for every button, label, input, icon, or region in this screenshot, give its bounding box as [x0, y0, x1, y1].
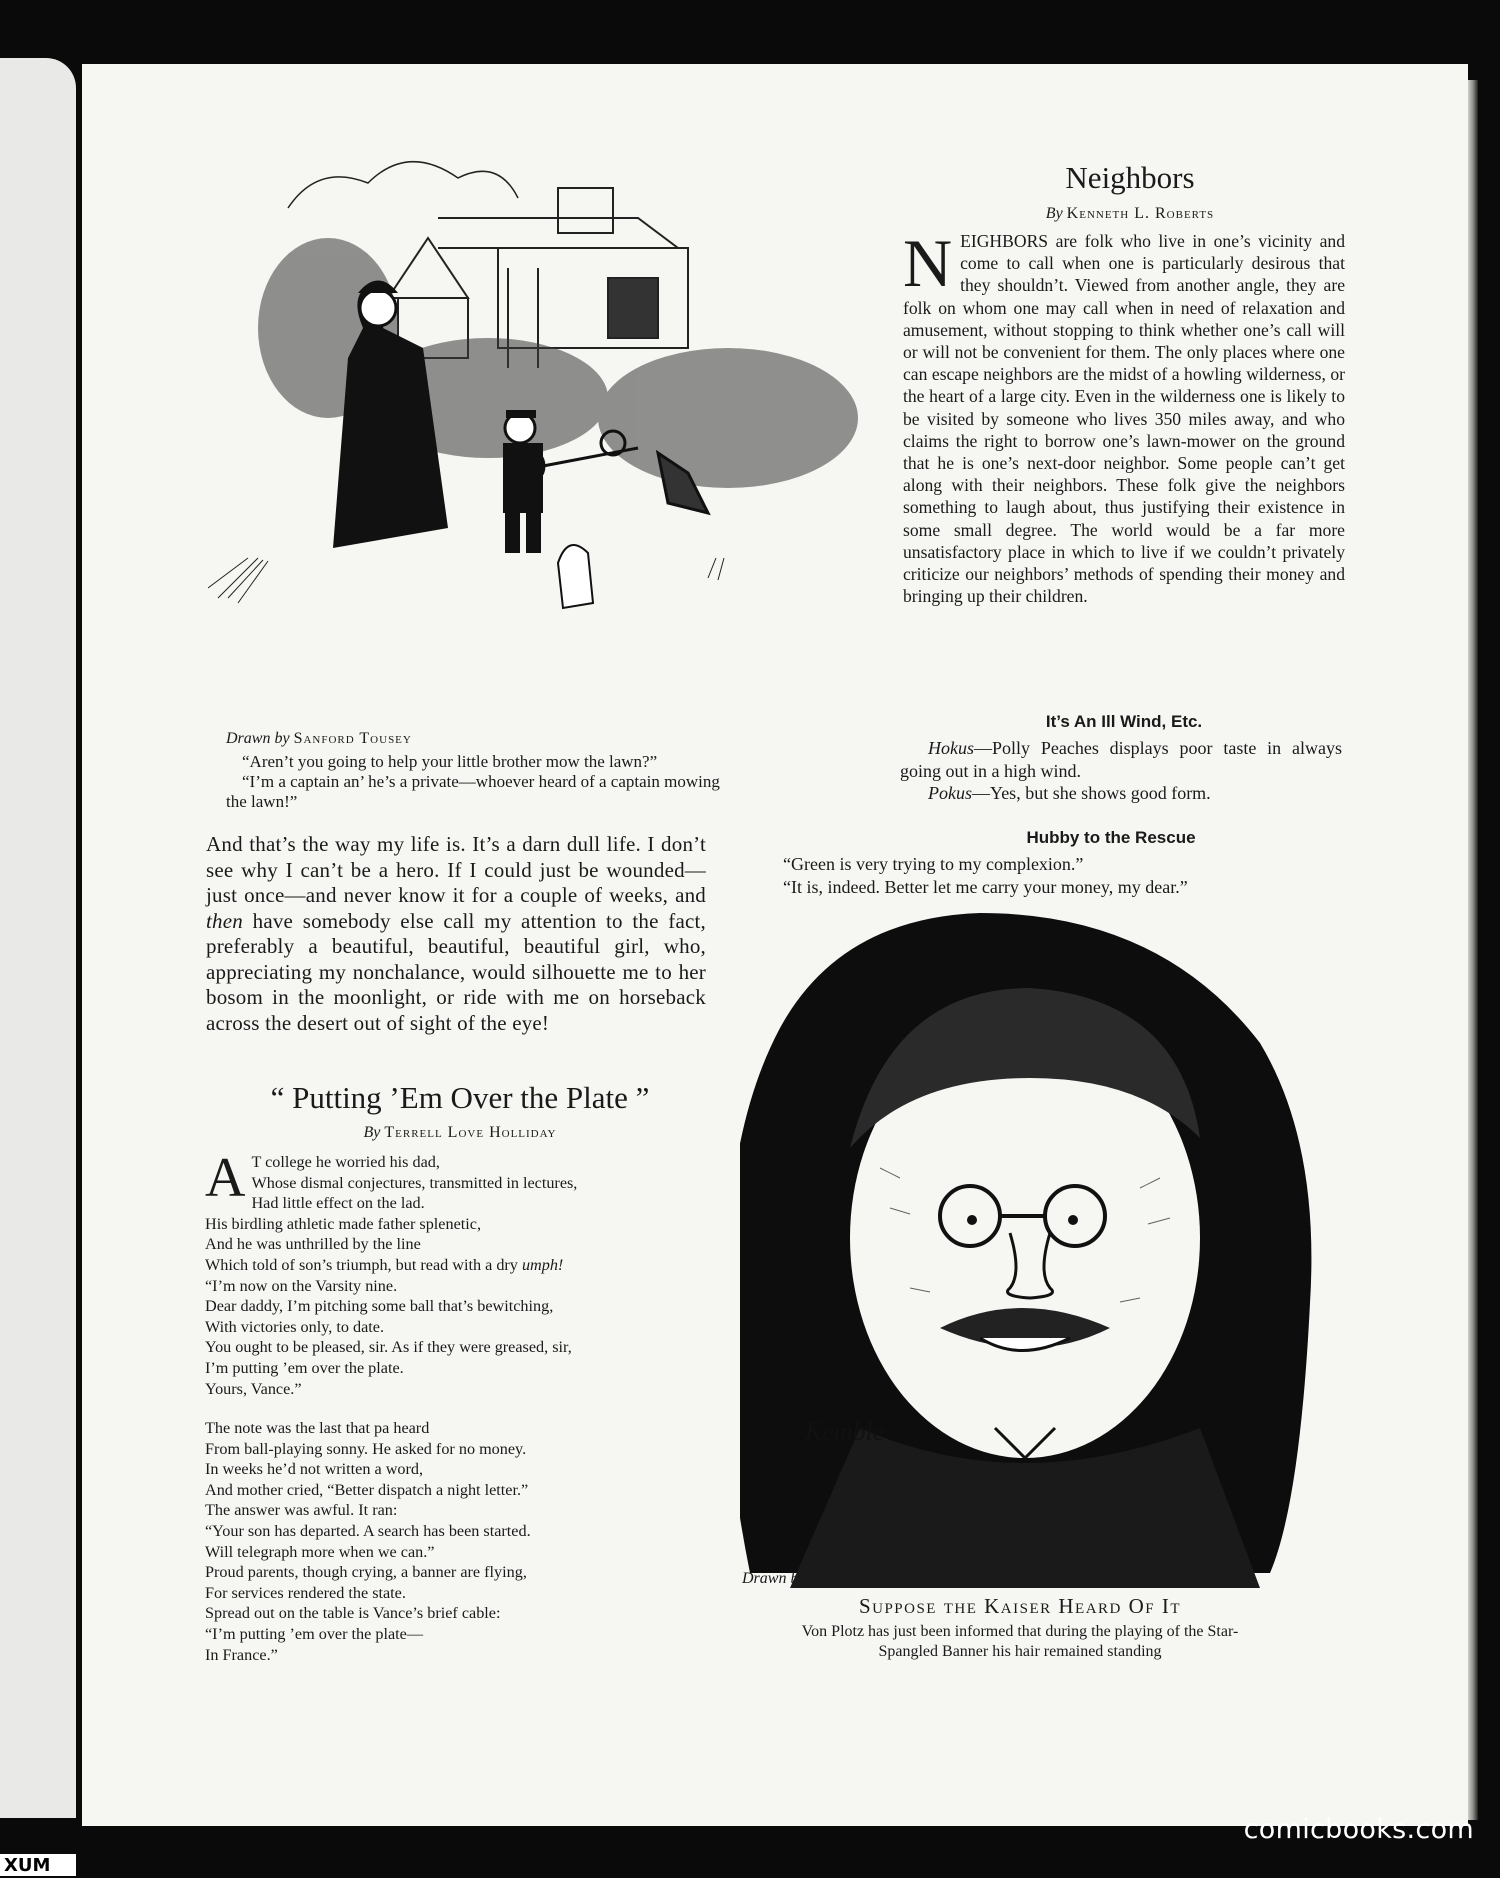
credit-prefix: Drawn by	[742, 1570, 806, 1587]
lawn-mowing-illustration	[208, 148, 888, 728]
neighbors-drop-cap: N	[903, 225, 953, 301]
corner-label: XUM	[0, 1854, 76, 1876]
poem-emphasis: umph!	[521, 1255, 564, 1274]
byline-prefix: By	[363, 1124, 381, 1141]
neighbors-title: Neighbors	[1065, 160, 1195, 195]
hero-emphasis: then	[206, 908, 243, 933]
byline-author: Terrell Love Holliday	[384, 1124, 557, 1141]
ill-wind-joke	[900, 737, 1342, 805]
poem-drop-cap: A	[205, 1147, 246, 1209]
byline-prefix: By	[1045, 205, 1063, 222]
hubby-joke	[783, 853, 1343, 898]
poem-title: “ Putting ’Em Over the Plate ”	[270, 1080, 650, 1115]
hokus-line: —Polly Peaches displays poor taste in always going out in a high wind.	[900, 738, 1342, 781]
pokus-line: —Yes, but she shows good form.	[972, 783, 1211, 803]
speaker-hokus: Hokus	[928, 738, 974, 758]
facing-page-edge	[0, 58, 76, 1818]
ill-wind-heading: It’s An Ill Wind, Etc.	[1045, 712, 1203, 731]
neighbors-body	[903, 225, 1345, 607]
speaker-pokus: Pokus	[928, 783, 972, 803]
hero-text: have somebody else call my attention to the fact, preferably a beautiful, beautiful, beautiful girl, who, appreciating my nonchalance, would silhouette me to her bosom in the moonlight, or ride with me on horseback across the desert out of sight of the eye!	[206, 908, 706, 1035]
kemble-signature: Kemble	[805, 1417, 885, 1446]
site-watermark: comicbooks.com	[1243, 1814, 1474, 1845]
top-illustration-caption	[226, 752, 856, 812]
byline-author: Kenneth L. Roberts	[1066, 205, 1215, 222]
caption-line: the lawn!”	[226, 792, 298, 811]
poem-stanza-2: The note was the last that pa heard From ball-playing sonny. He asked for no money. In weeks he’d not written a word, And mother cried, “Better dispatch a night letter.” The answer was awful. It ran: “Your son has departed. A search has been started. Will telegraph more when we can.” Proud parents, though crying, a banner are flying, For services rendered the state. Spread out on the table is Vance’s brief cable: “I’m putting ’em over the plate— In France.”	[205, 1419, 531, 1664]
hubby-heading: Hubby to the Rescue	[1026, 828, 1196, 847]
poem-lines: T college he worried his dad, Whose dismal conjectures, transmitted in lectures, Had little effect on the lad.	[251, 1153, 578, 1213]
poem-byline	[300, 1124, 620, 1142]
poem-lines: “I’m now on the Varsity nine. Dear daddy, I’m pitching some ball that’s bewitching, With victories only, to date. You ought to be pleased, sir. As if they were greased, sir, I’m putting ’em over the plate. Yours, Vance.”	[205, 1276, 572, 1398]
poem-stanza-1	[205, 1147, 705, 1399]
credit-artist-name: Sanford Tousey	[293, 730, 412, 747]
caption-line: “I’m a captain an’ he’s a private—whoever heard of a captain mowing	[242, 772, 720, 791]
credit-prefix: Drawn by	[226, 730, 290, 747]
neighbors-text: EIGHBORS are folk who live in one’s vicinity and come to call when one is particularly desirous that they shouldn’t. Viewed from another angle, they are folk on whom one may call when in need of relaxation and amusement, without stopping to think whether one’s call will or will not be convenient for them. The only places where one can escape neighbors are the midst of a howling wilderness, or the heart of a large city. Even in the wilderness one is likely to be visited by someone who lives 350 miles away, and who claims the right to borrow one’s lawn-mower on the ground that he is one’s next-door neighbor. Some people can’t get along with their neighbors. These folk give the neighbors something to laugh about, thus justifying their existence in some small degree. The world would be a far more unsatisfactory place in which to live if we couldn’t privately criticize our neighbors’ methods of spending their money and bringing up their children.	[903, 231, 1345, 607]
hubby-line: “Green is very trying to my complexion.”	[783, 854, 1084, 874]
neighbors-byline	[990, 205, 1270, 223]
top-illustration-credit	[226, 730, 412, 748]
poem-lines: His birdling athletic made father splenetic, And he was unthrilled by the line Which told of son’s triumph, but read with a dry	[205, 1214, 518, 1274]
kaiser-caption-line: Von Plotz has just been informed that during the playing of the Star-	[801, 1623, 1239, 1640]
caption-line: “Aren’t you going to help your little brother mow the lawn?”	[242, 752, 658, 771]
kaiser-caption-line: Spangled Banner his hair remained standing	[878, 1643, 1162, 1660]
kaiser-credit	[742, 1570, 910, 1588]
hero-text: And that’s the way my life is. It’s a darn dull life. I don’t see why I can’t be a hero. If I could just be wounded—just once—and never know it for a couple of weeks, and	[206, 832, 706, 907]
kaiser-caricature	[740, 908, 1320, 1598]
hubby-line: “It is, indeed. Better let me carry your money, my dear.”	[783, 876, 1188, 897]
page-edge-shadow	[1468, 80, 1478, 1820]
hero-paragraph	[206, 832, 706, 1036]
kaiser-title: Suppose the Kaiser Heard Of It	[858, 1594, 1182, 1618]
kaiser-caption	[730, 1622, 1310, 1662]
credit-artist-name: E. W. Kemble	[809, 1570, 910, 1587]
